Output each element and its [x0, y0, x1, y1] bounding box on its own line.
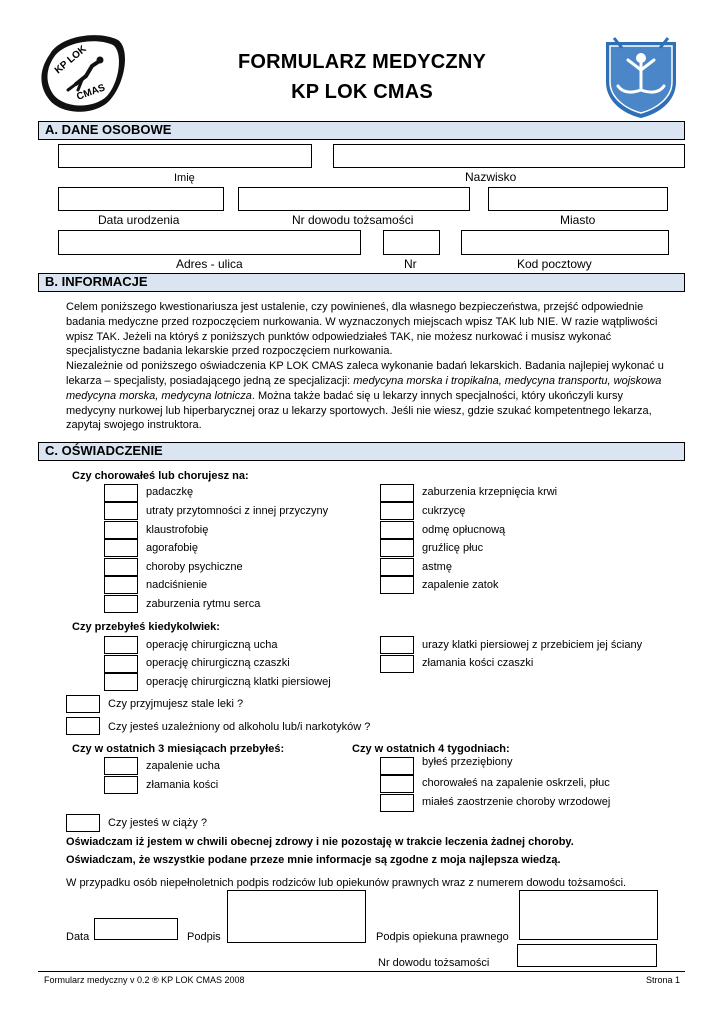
item-label: padaczkę: [146, 486, 194, 498]
footer-divider: [38, 971, 685, 972]
guardian-signature-label: Podpis opiekuna prawnego: [376, 931, 509, 943]
info-paragraph: [66, 300, 672, 433]
answer-box[interactable]: [104, 636, 138, 654]
house-number-field[interactable]: [383, 230, 440, 255]
last-name-label: Nazwisko: [465, 170, 517, 184]
item-label: klaustrofobię: [146, 524, 209, 536]
logo-text-top: KP LOK: [52, 43, 89, 77]
answer-box[interactable]: [104, 576, 138, 594]
date-label: Data: [66, 931, 90, 943]
footer-page-number: Strona 1: [645, 975, 680, 985]
info-line: specjalistyczne badania lekarskie przed rozpoczęciem nurkowania.: [66, 345, 393, 358]
item-label: choroby psychiczne: [146, 561, 243, 573]
answer-box[interactable]: [380, 775, 414, 793]
info-specializations: medycyna morska i tropikalna, medycyna transportu, wojskowa: [353, 374, 662, 387]
declaration-truth: Oświadczam, że wszystkie podane przeze mnie informacje są zgodne z moja najlepsza wiedzą.: [66, 854, 561, 866]
answer-box[interactable]: [104, 502, 138, 520]
item-label: chorowałeś na zapalenie oskrzeli, płuc: [422, 777, 610, 789]
answer-box[interactable]: [380, 521, 414, 539]
postal-code-field[interactable]: [461, 230, 669, 255]
answer-box[interactable]: [380, 539, 414, 557]
declaration-health: Oświadczam iż jestem w chwili obecnej zdrowy i nie pozostaję w trakcie leczenia żadnej choroby.: [66, 836, 574, 848]
item-label: złamania kości: [146, 779, 219, 791]
answer-box[interactable]: [380, 794, 414, 812]
question-medications: Czy przyjmujesz stale leki ?: [108, 698, 244, 710]
item-label: złamania kości czaszki: [422, 657, 534, 669]
group-surgeries-title: Czy przebyłeś kiedykolwiek:: [72, 621, 220, 633]
last-name-field[interactable]: [333, 144, 685, 168]
item-label: byłeś przeziębiony: [422, 756, 513, 768]
birth-date-label: Data urodzenia: [98, 213, 180, 227]
answer-box[interactable]: [104, 558, 138, 576]
section-a-heading: A. DANE OSOBOWE: [38, 121, 685, 140]
item-label: zapalenie ucha: [146, 760, 221, 772]
answer-box[interactable]: [104, 595, 138, 613]
item-label: cukrzycę: [422, 505, 466, 517]
mermaid-emblem: [600, 34, 682, 118]
birth-date-field[interactable]: [58, 187, 224, 211]
answer-box-pregnancy[interactable]: [66, 814, 100, 832]
item-label: operację chirurgiczną czaszki: [146, 657, 290, 669]
item-label: nadciśnienie: [146, 579, 208, 591]
info-line: zapytaj swojego instruktora.: [66, 419, 202, 432]
answer-box[interactable]: [104, 521, 138, 539]
date-field[interactable]: [94, 918, 178, 940]
item-label: utraty przytomności z innej przyczyny: [146, 505, 329, 517]
signature-field[interactable]: [227, 890, 366, 943]
city-field[interactable]: [488, 187, 668, 211]
info-line: wpisz TAK. Jeżeli na któryś z poniższych punktów odpowiedziałeś TAK, nie możesz nurkować i musisz wykonać: [66, 330, 612, 343]
id-number-field[interactable]: [238, 187, 470, 211]
guardian-signature-field[interactable]: [519, 890, 658, 940]
item-label: odmę opłucnową: [422, 524, 506, 536]
item-label: operację chirurgiczną ucha: [146, 639, 278, 651]
answer-box[interactable]: [104, 757, 138, 775]
signature-label: Podpis: [187, 931, 221, 943]
logo-text-bottom: CMAS: [75, 82, 107, 103]
question-pregnancy: Czy jesteś w ciąży ?: [108, 817, 208, 829]
city-label: Miasto: [560, 213, 596, 227]
answer-box[interactable]: [380, 757, 414, 775]
answer-box[interactable]: [104, 776, 138, 794]
item-label: gruźlicę płuc: [422, 542, 484, 554]
item-label: zaburzenia krzepnięcia krwi: [422, 486, 558, 498]
info-text: lekarza – specjalisty, posiadającego jedną ze specjalizacji:: [66, 374, 354, 387]
answer-box[interactable]: [380, 558, 414, 576]
group-3-months-title: Czy w ostatnich 3 miesiącach przebyłeś:: [72, 743, 285, 755]
answer-box[interactable]: [380, 484, 414, 502]
question-addiction: Czy jesteś uzależniony od alkoholu lub/i narkotyków ?: [108, 721, 371, 733]
item-label: astmę: [422, 561, 452, 573]
answer-box-medications[interactable]: [66, 695, 100, 713]
answer-box[interactable]: [104, 539, 138, 557]
guardian-id-field[interactable]: [517, 944, 657, 967]
item-label: urazy klatki piersiowej z przebiciem jej ściany: [422, 639, 643, 651]
answer-box[interactable]: [104, 484, 138, 502]
first-name-label: Imię: [174, 172, 195, 184]
answer-box-addiction[interactable]: [66, 717, 100, 735]
form-title-line1: FORMULARZ MEDYCZNY: [237, 51, 487, 73]
info-line: badania medyczne przed rozpoczęciem nurkowania. W wyznaczonych miejscach wpisz TAK lub NIE. W razie wątpliwości: [66, 315, 658, 328]
section-b-heading: B. INFORMACJE: [38, 273, 685, 292]
answer-box[interactable]: [380, 636, 414, 654]
group-diseases-title: Czy chorowałeś lub chorujesz na:: [72, 470, 249, 482]
guardian-id-label: Nr dowodu tożsamości: [378, 957, 490, 969]
id-number-label: Nr dowodu tożsamości: [292, 213, 414, 227]
info-text-cont: . Można także badać się u lekarzy innych specjalności, który ukończyli kursy: [251, 389, 623, 402]
minors-note: W przypadku osób niepełnoletnich podpis rodziców lub opiekunów prawnych wraz z numerem dowodu tożsamości.: [66, 877, 627, 889]
first-name-field[interactable]: [58, 144, 312, 168]
info-line: Celem poniższego kwestionariusza jest ustalenie, czy powinieneś, dla własnego bezpieczeństwa, przejść odpowiednie: [66, 301, 644, 313]
item-label: agorafobię: [146, 542, 198, 554]
item-label: zaburzenia rytmu serca: [146, 598, 261, 610]
item-label: zapalenie zatok: [422, 579, 499, 591]
house-number-label: Nr: [404, 257, 417, 271]
section-c-heading: C. OŚWIADCZENIE: [38, 442, 685, 461]
item-label: operację chirurgiczną klatki piersiowej: [146, 676, 331, 688]
answer-box[interactable]: [380, 655, 414, 673]
form-title-line2: KP LOK CMAS: [291, 81, 433, 103]
answer-box[interactable]: [380, 576, 414, 594]
postal-code-label: Kod pocztowy: [517, 257, 592, 271]
street-label: Adres - ulica: [176, 257, 243, 271]
item-label: miałeś zaostrzenie choroby wrzodowej: [422, 796, 611, 808]
info-line: Niezależnie od poniższego oświadczenia KP LOK CMAS zaleca wykonanie badań lekarskich. Badania najlepiej wykonać u: [66, 360, 664, 373]
group-4-weeks-title: Czy w ostatnich 4 tygodniach:: [352, 743, 510, 755]
answer-box[interactable]: [104, 673, 138, 691]
info-line: medycyny nurkowej lub hiperbarycznej oraz u lekarzy sportowych. Jeśli nie wiesz, gdzie szukać kompetentnego lekarza,: [66, 404, 652, 417]
answer-box[interactable]: [104, 655, 138, 673]
info-specializations-cont: medycyna morska, medycyna lotnicza: [66, 389, 252, 402]
footer-version: Formularz medyczny v 0.2 ® KP LOK CMAS 2008: [44, 975, 245, 985]
answer-box[interactable]: [380, 502, 414, 520]
street-field[interactable]: [58, 230, 361, 255]
